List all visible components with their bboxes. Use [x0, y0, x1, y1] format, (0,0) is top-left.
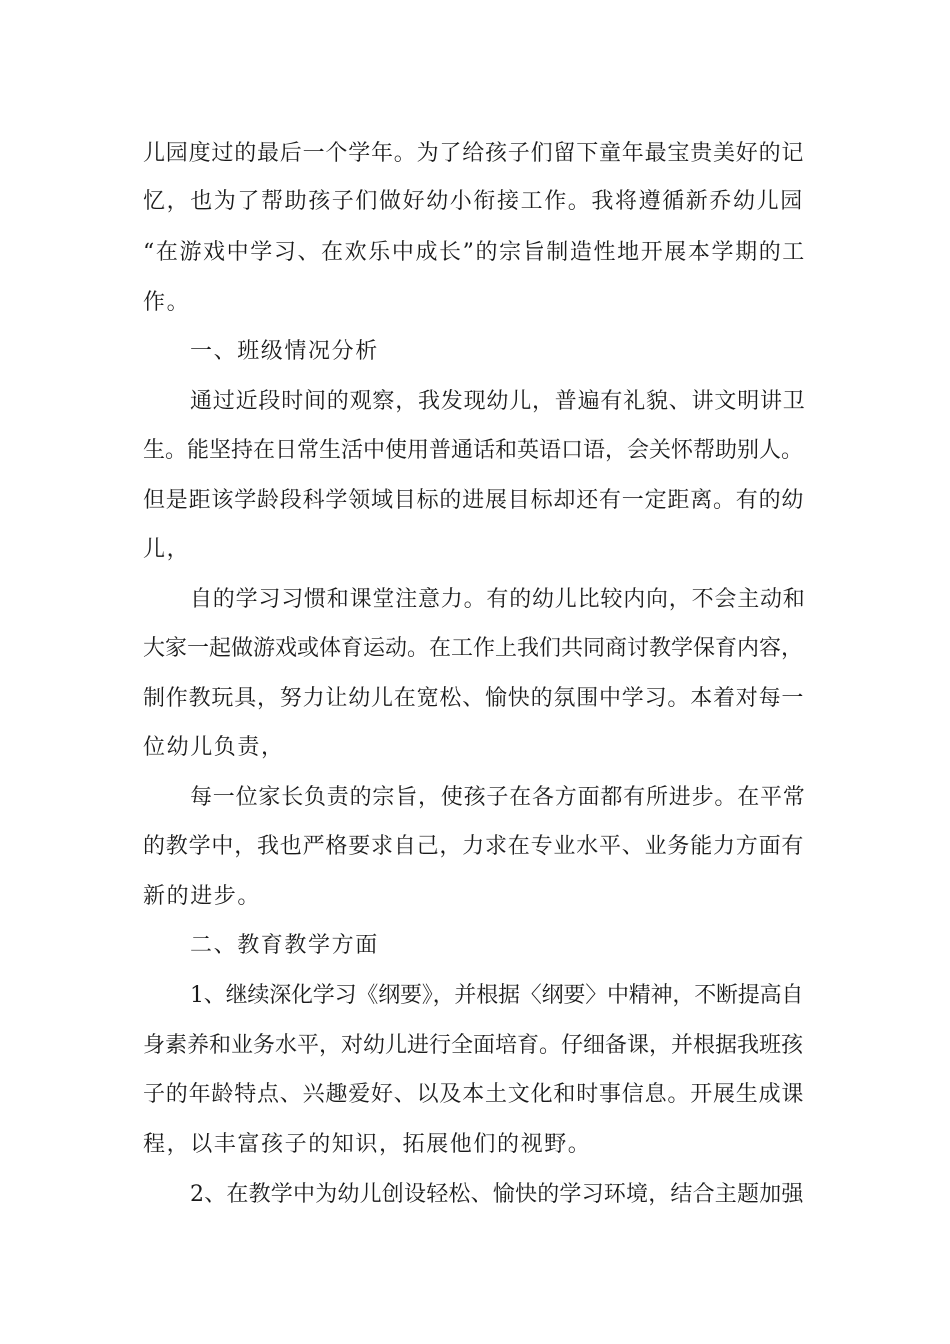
text-line: 作。	[143, 290, 191, 315]
text-line: 位幼儿负责，	[143, 735, 285, 760]
text-line: 2、在教学中为幼儿创设轻松、愉快的学习环境，结合主题加强	[190, 1182, 804, 1207]
text-line: 儿园度过的最后一个学年。为了给孩子们留下童年最宝贵美好的记	[143, 141, 805, 166]
text-line: 但是距该学龄段科学领域目标的进展目标却还有一定距离。有的幼	[143, 488, 805, 513]
section-heading: 一、班级情况分析	[190, 339, 379, 364]
text-line: 新的进步。	[143, 884, 262, 909]
text-line: 自的学习习惯和课堂注意力。有的幼儿比较内向，不会主动和	[190, 587, 806, 612]
text-line: 身素养和业务水平，对幼儿进行全面培育。仔细备课，并根据我班孩	[143, 1033, 804, 1058]
text-line: 每一位家长负责的宗旨，使孩子在各方面都有所进步。在平常	[190, 785, 806, 810]
text-line: 通过近段时间的观察，我发现幼儿，普遍有礼貌、讲文明讲卫	[190, 389, 806, 414]
text-line: 大家一起做游戏或体育运动。在工作上我们共同商讨教学保育内容，	[143, 636, 804, 661]
section-heading: 二、教育教学方面	[190, 933, 379, 958]
text-line: 的教学中，我也严格要求自己，力求在专业水平、业务能力方面有	[143, 834, 805, 859]
text-line: 1、继续深化学习《纲要》，并根据〈纲要〉中精神，不断提高自	[190, 983, 804, 1008]
text-line: 制作教玩具，努力让幼儿在宽松、愉快的氛围中学习。本着对每一	[143, 686, 805, 711]
text-line: 程，以丰富孩子的知识，拓展他们的视野。	[143, 1132, 592, 1157]
text-line: 生。能坚持在日常生活中使用普通话和英语口语，会关怀帮助别人。	[143, 438, 804, 463]
text-line: 子的年龄特点、兴趣爱好、以及本土文化和时事信息。开展生成课	[143, 1082, 805, 1107]
text-line: 忆，也为了帮助孩子们做好幼小衔接工作。我将遵循新乔幼儿园	[143, 189, 804, 214]
text-line: 儿，	[143, 537, 191, 562]
text-line: “在游戏中学习、在欢乐中成长”的宗旨制造性地开展本学期的工	[143, 240, 806, 265]
